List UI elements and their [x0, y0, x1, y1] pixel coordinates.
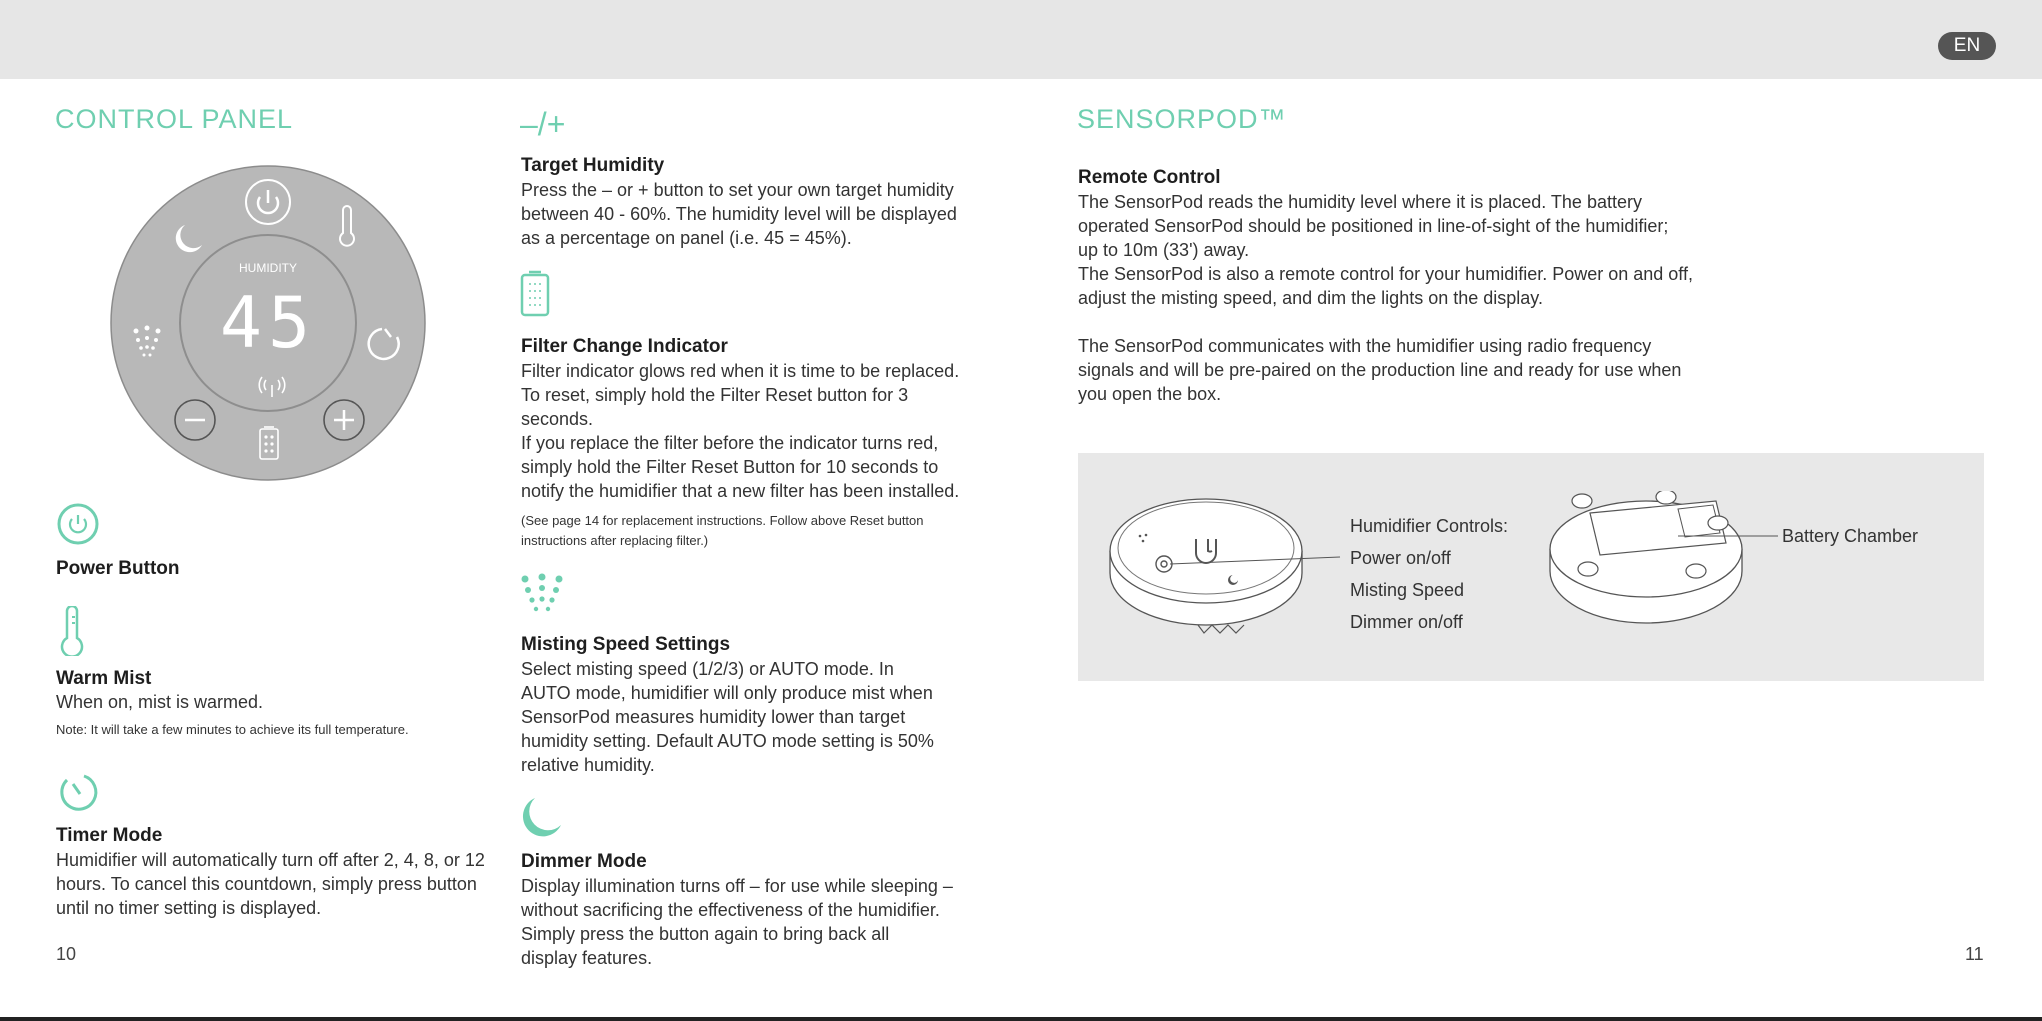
panel-plus-icon: [324, 400, 364, 440]
filter-line: If you replace the filter before the indicator turns red,: [521, 433, 939, 453]
page-number-left: 10: [56, 944, 77, 964]
remote-control-body: [1078, 190, 1693, 310]
filter-note: [521, 511, 924, 551]
language-badge: EN: [1938, 32, 1996, 60]
misting-line: relative humidity.: [521, 755, 655, 775]
timer-mode-title: Timer Mode: [56, 825, 163, 846]
dimmer-line: display features.: [521, 948, 653, 968]
power-icon: [56, 502, 100, 546]
misting-speed-title: Misting Speed Settings: [521, 634, 731, 655]
thermometer-icon: [56, 606, 88, 656]
target-humidity-body: [521, 178, 957, 250]
filter-indicator-body: [521, 359, 959, 503]
remote-line: signals and will be pre-paired on the production line and ready for use when: [1078, 360, 1682, 380]
power-onoff-label: Power on/off: [1350, 548, 1451, 568]
remote-line: up to 10m (33') away.: [1078, 240, 1250, 260]
panel-humidity-label: HUMIDITY: [239, 261, 297, 275]
power-button-title: Power Button: [56, 558, 180, 579]
battery-chamber-label: Battery Chamber: [1782, 526, 1919, 546]
remote-line: The SensorPod reads the humidity level where it is placed. The battery: [1078, 192, 1642, 212]
filter-line: notify the humidifier that a new filter has been installed.: [521, 481, 960, 501]
filter-line: Filter indicator glows red when it is time to be replaced.: [521, 361, 960, 381]
target-humidity-title: Target Humidity: [521, 155, 665, 176]
moon-icon: [519, 795, 563, 839]
timer-mode-body: [56, 848, 485, 920]
top-bar: [0, 0, 2042, 79]
dimmer-onoff-label: Dimmer on/off: [1350, 612, 1463, 632]
warm-mist-body: When on, mist is warmed.: [56, 692, 264, 712]
filter-note-line: (See page 14 for replacement instructions. Follow above Reset button: [521, 513, 924, 528]
warm-mist-note: Note: It will take a few minutes to achieve its full temperature.: [56, 722, 409, 737]
target-line: as a percentage on panel (i.e. 45 = 45%).: [521, 228, 852, 248]
timer-line: Humidifier will automatically turn off after 2, 4, 8, or 12: [56, 850, 485, 870]
filter-note-line: instructions after replacing filter.): [521, 533, 709, 548]
remote-control-body-2: [1078, 334, 1681, 406]
misting-line: humidity setting. Default AUTO mode setting is 50%: [521, 731, 934, 751]
timer-line: until no timer setting is displayed.: [56, 898, 322, 918]
control-panel-illustration: [110, 165, 426, 481]
panel-humidity-value: 45: [219, 282, 317, 364]
remote-control-title: Remote Control: [1078, 167, 1221, 188]
misting-line: SensorPod measures humidity lower than target: [521, 707, 906, 727]
sensorpod-figure: [1078, 453, 1984, 681]
filter-line: simply hold the Filter Reset Button for 10 seconds to: [521, 457, 939, 477]
misting-line: Select misting speed (1/2/3) or AUTO mode. In: [521, 659, 894, 679]
target-line: between 40 - 60%. The humidity level will be displayed: [521, 204, 957, 224]
remote-line: The SensorPod is also a remote control for your humidifier. Power on and off,: [1078, 264, 1693, 284]
page-number-right: 11: [1965, 944, 1984, 964]
misting-speed-body: [521, 657, 934, 777]
remote-line: The SensorPod communicates with the humidifier using radio frequency: [1078, 336, 1652, 356]
bottom-edge: [0, 1017, 2042, 1021]
misting-speed-icon: [519, 573, 565, 619]
timer-line: hours. To cancel this countdown, simply press button: [56, 874, 477, 894]
timer-icon: [56, 770, 100, 814]
sensorpod-title: SENSORPOD™: [1077, 104, 1287, 134]
filter-indicator-title: Filter Change Indicator: [521, 336, 728, 357]
humidifier-controls-label: Humidifier Controls:: [1350, 516, 1509, 536]
misting-line: AUTO mode, humidifier will only produce mist when: [521, 683, 933, 703]
warm-mist-title: Warm Mist: [56, 668, 152, 689]
minus-plus-symbol: –/+: [520, 106, 566, 142]
control-panel-title: CONTROL PANEL: [55, 104, 294, 134]
dimmer-mode-body: [521, 874, 953, 970]
sensorpod-bottom-illustration: [1548, 491, 1928, 651]
remote-line: adjust the misting speed, and dim the lights on the display.: [1078, 288, 1543, 308]
filter-line: To reset, simply hold the Filter Reset button for 3: [521, 385, 909, 405]
dimmer-mode-title: Dimmer Mode: [521, 851, 647, 872]
panel-power-icon: [246, 180, 290, 224]
dimmer-line: Simply press the button again to bring back all: [521, 924, 890, 944]
target-line: Press the – or + button to set your own target humidity: [521, 180, 954, 200]
dimmer-line: without sacrificing the effectiveness of the humidifier.: [521, 900, 940, 920]
panel-minus-icon: [175, 400, 215, 440]
remote-line: operated SensorPod should be positioned in line-of-sight of the humidifier;: [1078, 216, 1669, 236]
filter-line: seconds.: [521, 409, 594, 429]
remote-line: you open the box.: [1078, 384, 1222, 404]
filter-icon: [519, 270, 551, 318]
dimmer-line: Display illumination turns off – for use while sleeping –: [521, 876, 953, 896]
misting-speed-label: Misting Speed: [1350, 580, 1465, 600]
